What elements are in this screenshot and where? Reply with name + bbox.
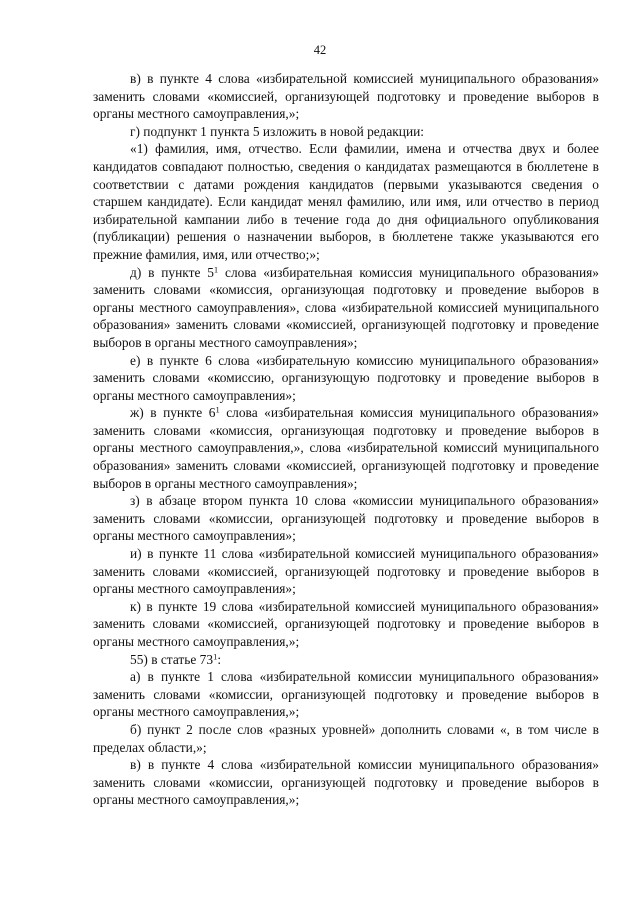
amendment-paragraph: и) в пункте 11 слова «избирательной комиссией муниципального образования» заменить словами «комиссией, организующей подготовку и проведение выборов в органы местного самоуправления»; <box>93 546 599 597</box>
amendment-paragraph: к) в пункте 19 слова «избирательной комиссией муниципального образования» заменить словами «комиссией, организующей подготовку и проведение выборов в органы местного самоуправления,»; <box>93 598 599 649</box>
amendment-paragraph: в) в пункте 4 слова «избирательной комиссией муниципального образования» заменить словами «комиссией, организующей подготовку и проведение выборов в органы местного самоуправления,»; <box>93 71 599 122</box>
article-heading <box>93 651 599 669</box>
amendment-paragraph: б) пункт 2 после слов «разных уровней» дополнить словами «, в том числе в пределах области,»; <box>93 721 599 755</box>
amendment-paragraph: г) подпункт 1 пункта 5 изложить в новой редакции: <box>130 123 425 139</box>
amendment-paragraph: «1) фамилия, имя, отчество. Если фамилии, имена и отчества двух и более кандидатов совпадают полностью, сведения о кандидатах размещаются в бюллетене в соответствии с датами рождения кандидатов (первыми указываются сведения о старшем кандидате). Если кандидат менял фамилию, или имя, или отчество в период избирательной кампании либо в течение года до дня официального опубликования (публикации) решения о назначении выборов, в бюллетене также указываются его прежние фамилия, имя, или отчество;»; <box>93 141 599 262</box>
paragraph-text: д) в пункте 5 <box>130 264 214 280</box>
paragraph-text: : <box>217 651 222 667</box>
paragraph-text: 55) в статье 73 <box>130 651 214 667</box>
paragraph-text: слова «избирательная комиссия муниципального образования» заменить словами «комиссия, организующая подготовку и проведение выборов в органы местного самоуправления,», слова «избирательной комиссий муниципального образования» заменить словами «комиссией, организующей подготовку и проведение выборов в органы местного самоуправления»; <box>93 405 599 491</box>
paragraph-text: слова «избирательная комиссия муниципального образования» заменить словами «комиссия, организующая подготовку и проведение выборов в органы местного самоуправления», слова «избирательной комиссией муниципального образования» заменить словами «комиссией, организующей подготовку и проведение выборов в органы местного самоуправления»; <box>93 264 599 350</box>
amendment-paragraph: з) в абзаце втором пункта 10 слова «комиссии муниципального образования» заменить словами «комиссии, организующей подготовку и проведение выборов в органы местного самоуправления»; <box>93 493 599 544</box>
amendment-paragraph: е) в пункте 6 слова «избирательную комиссию муниципального образования» заменить словами «комиссию, организующую подготовку и проведение выборов в органы местного самоуправления»; <box>93 352 599 403</box>
document-body <box>93 70 599 809</box>
paragraph-text: ж) в пункте 6 <box>130 405 216 421</box>
amendment-paragraph <box>93 404 599 492</box>
amendment-paragraph: а) в пункте 1 слова «избирательной комиссии муниципального образования» заменить словами «комиссии, организующей подготовку и проведение выборов в органы местного самоуправления,»; <box>93 669 599 720</box>
amendment-paragraph <box>93 264 599 352</box>
page-number: 42 <box>313 43 327 57</box>
amendment-paragraph: в) в пункте 4 слова «избирательной комиссии муниципального образования» заменить словами «комиссии, организующей подготовку и проведение выборов в органы местного самоуправления,»; <box>93 757 599 808</box>
superscript-index: 1 <box>213 263 219 274</box>
superscript-index: 1 <box>213 650 218 661</box>
superscript-index: 1 <box>215 404 220 415</box>
